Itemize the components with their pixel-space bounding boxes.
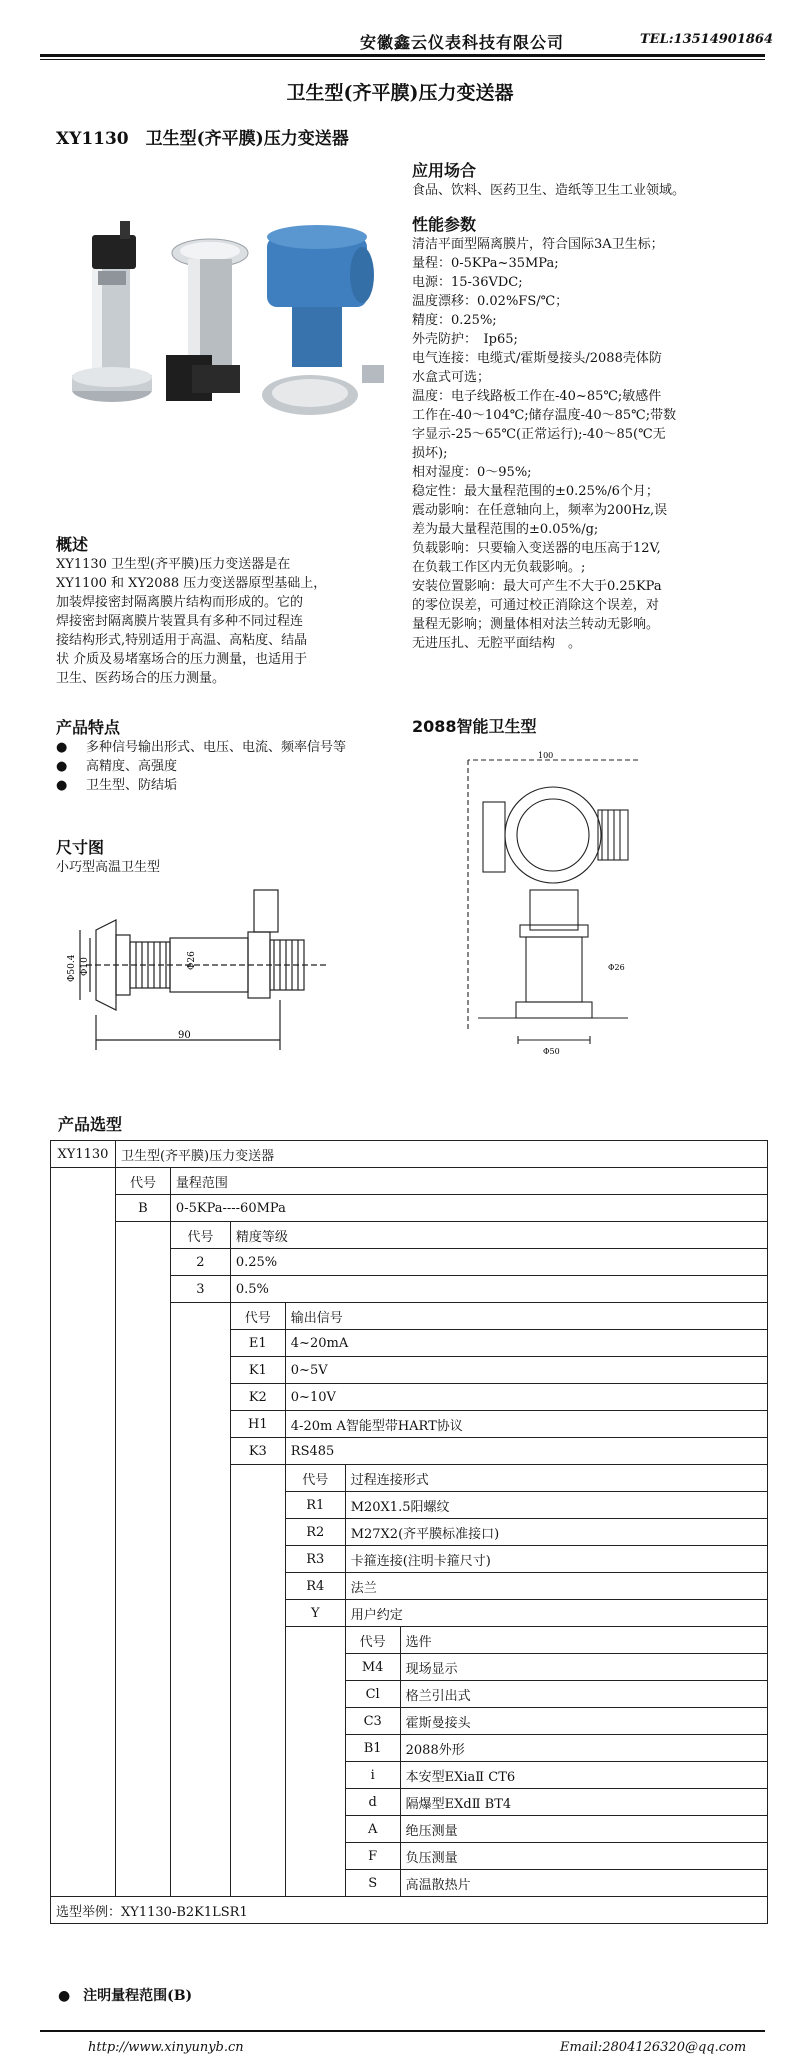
indent-cell (170, 1735, 230, 1762)
option-desc: 卡箍连接(注明卡箍尺寸) (345, 1546, 767, 1573)
feature-text: 高精度、高强度 (86, 759, 178, 774)
spec-line: 量程：0-5KPa~35MPa; (412, 256, 559, 271)
spec-line: 电源：15-36VDC; (412, 275, 523, 290)
feature-text: 卫生型、防结垢 (86, 778, 178, 793)
indent-cell (285, 1789, 345, 1816)
overview-text (56, 555, 401, 688)
indent-cell (170, 1627, 230, 1654)
smart-transmitter-image (262, 225, 384, 415)
table-row (51, 1411, 768, 1438)
indent-cell (51, 1708, 116, 1735)
indent-cell (51, 1816, 116, 1843)
spec-line: 精度：0.25%; (412, 313, 497, 328)
table-row (51, 1546, 768, 1573)
option-desc: 0~10V (285, 1384, 767, 1411)
indent-cell (115, 1276, 170, 1303)
indent-cell (285, 1735, 345, 1762)
indent-cell (115, 1222, 170, 1249)
indent-cell (170, 1384, 230, 1411)
table-row (51, 1735, 768, 1762)
option-desc: 0-5KPa----60MPa (170, 1195, 767, 1222)
indent-cell (51, 1789, 116, 1816)
indent-cell (115, 1573, 170, 1600)
bullet-icon: ● (56, 759, 68, 774)
group-title: 量程范围 (170, 1168, 767, 1195)
spec-line: 字显示-25～65℃(正常运行);-40～85(℃无 (412, 427, 666, 442)
features-heading: 产品特点 (56, 718, 121, 737)
indent-cell (115, 1303, 170, 1330)
feature-text: 多种信号输出形式、电压、电流、频率信号等 (86, 740, 347, 755)
table-row (51, 1465, 768, 1492)
group-title: 选件 (400, 1627, 767, 1654)
dim-body-diameter-label: Φ26 (187, 951, 197, 970)
selection-table (50, 1140, 768, 1924)
option-code: K3 (230, 1438, 285, 1465)
option-code: R3 (285, 1546, 345, 1573)
application-heading: 应用场合 (412, 161, 477, 180)
note-bullet: ● (58, 1988, 71, 2004)
table-row (51, 1762, 768, 1789)
dim-diameter-inner-label: Φ10 (80, 957, 90, 976)
indent-cell (230, 1681, 285, 1708)
table-row (51, 1708, 768, 1735)
indent-cell (115, 1465, 170, 1492)
indent-cell (51, 1357, 116, 1384)
spec-line: 损坏); (412, 446, 448, 461)
overview-line: 状 介质及易堵塞场合的压力测量，也适用于 (56, 652, 308, 667)
indent-cell (51, 1600, 116, 1627)
indent-cell (115, 1762, 170, 1789)
option-code: K2 (230, 1384, 285, 1411)
table-row (51, 1573, 768, 1600)
page-title: 卫生型(齐平膜)压力变送器 (286, 82, 514, 104)
indent-cell (51, 1681, 116, 1708)
table-row (51, 1222, 768, 1249)
spec-line: 相对湿度：0～95%; (412, 465, 532, 480)
features-list (56, 738, 401, 795)
indent-cell (170, 1870, 230, 1897)
indent-cell (170, 1330, 230, 1357)
indent-cell (170, 1465, 230, 1492)
indent-cell (115, 1816, 170, 1843)
table-row (51, 1195, 768, 1222)
indent-cell (51, 1546, 116, 1573)
smart-model-heading: 2088智能卫生型 (412, 717, 537, 736)
footer-rule (40, 2030, 765, 2032)
indent-cell (170, 1789, 230, 1816)
option-desc: 现场显示 (400, 1654, 767, 1681)
spec-line: 在负载工作区内无负载影响。; (412, 560, 586, 575)
indent-cell (285, 1627, 345, 1654)
indent-cell (230, 1492, 285, 1519)
indent-cell (230, 1600, 285, 1627)
indent-cell (51, 1843, 116, 1870)
product-subtitle: XY1130 卫生型(齐平膜)压力变送器 (56, 129, 349, 149)
group-title: 输出信号 (285, 1303, 767, 1330)
table-row (51, 1627, 768, 1654)
code-header: 代号 (170, 1222, 230, 1249)
table-row (51, 1600, 768, 1627)
table-row (51, 1870, 768, 1897)
dimension-drawing-2088 (458, 751, 698, 1060)
model-name: 卫生型(齐平膜)压力变送器 (115, 1141, 767, 1168)
indent-cell (115, 1438, 170, 1465)
indent-cell (285, 1708, 345, 1735)
dimensions-caption: 小巧型高温卫生型 (56, 860, 161, 875)
dim-length-label: 90 (178, 1030, 191, 1041)
indent-cell (170, 1519, 230, 1546)
indent-cell (115, 1789, 170, 1816)
spec-line: 稳定性：最大量程范围的±0.25%/6个月； (412, 484, 659, 499)
indent-cell (115, 1384, 170, 1411)
overview-section (56, 532, 401, 688)
indent-cell (285, 1843, 345, 1870)
option-desc: 绝压测量 (400, 1816, 767, 1843)
indent-cell (51, 1735, 116, 1762)
indent-cell (230, 1654, 285, 1681)
indent-cell (230, 1519, 285, 1546)
application-text: 食品、饮料、医药卫生、造纸等卫生工业领域。 (412, 183, 686, 198)
bullet-icon: ● (56, 778, 68, 793)
table-row (51, 1141, 768, 1168)
indent-cell (51, 1438, 116, 1465)
table-row (51, 1816, 768, 1843)
indent-cell (51, 1276, 116, 1303)
indent-cell (230, 1816, 285, 1843)
indent-cell (115, 1735, 170, 1762)
indent-cell (51, 1465, 116, 1492)
option-code: A (345, 1816, 400, 1843)
indent-cell (230, 1708, 285, 1735)
indent-cell (170, 1573, 230, 1600)
code-header: 代号 (230, 1303, 285, 1330)
option-code: E1 (230, 1330, 285, 1357)
spec-line: 清洁平面型隔离膜片，符合国际3A卫生标； (412, 237, 664, 252)
indent-cell (285, 1870, 345, 1897)
code-header: 代号 (345, 1627, 400, 1654)
option-desc: 法兰 (345, 1573, 767, 1600)
option-desc: 4~20mA (285, 1330, 767, 1357)
indent-cell (115, 1519, 170, 1546)
dimension-drawing-compact (66, 890, 406, 1075)
indent-cell (51, 1222, 116, 1249)
table-row (51, 1438, 768, 1465)
spec-line: 差为最大量程范围的±0.05%/g; (412, 522, 599, 537)
range-note (58, 1985, 192, 2005)
bullet-icon: ● (56, 740, 68, 755)
note-text: 注明量程范围(B) (83, 1988, 193, 2004)
indent-cell (170, 1411, 230, 1438)
overview-line: 卫生、医药场合的压力测量。 (56, 671, 226, 686)
indent-cell (230, 1762, 285, 1789)
overview-line: XY1100 和 XY2088 压力变送器原型基础上， (56, 576, 327, 591)
connector-transmitter-image (166, 239, 248, 401)
option-desc: RS485 (285, 1438, 767, 1465)
feature-item (56, 757, 401, 776)
indent-cell (230, 1870, 285, 1897)
spec-line: 震动影响：在任意轴向上，频率为200Hz,误 (412, 503, 668, 518)
table-row (51, 1654, 768, 1681)
overview-line: XY1130 卫生型(齐平膜)压力变送器是在 (56, 557, 291, 572)
spec-line: 温度漂移：0.02%FS/℃； (412, 294, 569, 309)
option-desc: M27X2(齐平膜标准接口) (345, 1519, 767, 1546)
option-code: R1 (285, 1492, 345, 1519)
dim-height-label: 100 (538, 751, 554, 760)
indent-cell (170, 1843, 230, 1870)
table-row (51, 1681, 768, 1708)
code-header: 代号 (115, 1168, 170, 1195)
option-code: B1 (345, 1735, 400, 1762)
table-row (51, 1519, 768, 1546)
indent-cell (230, 1843, 285, 1870)
option-code: F (345, 1843, 400, 1870)
indent-cell (170, 1681, 230, 1708)
option-desc: 0.25% (230, 1249, 767, 1276)
table-row (51, 1249, 768, 1276)
table-row (51, 1357, 768, 1384)
indent-cell (170, 1654, 230, 1681)
indent-cell (51, 1519, 116, 1546)
indent-cell (115, 1411, 170, 1438)
indent-cell (115, 1681, 170, 1708)
table-row (51, 1303, 768, 1330)
indent-cell (51, 1249, 116, 1276)
option-code: 2 (170, 1249, 230, 1276)
indent-cell (170, 1816, 230, 1843)
telephone: TEL:13514901864 (640, 32, 774, 47)
option-desc: 2088外形 (400, 1735, 767, 1762)
feature-item (56, 738, 401, 757)
indent-cell (230, 1627, 285, 1654)
option-code: M4 (345, 1654, 400, 1681)
option-code: B (115, 1195, 170, 1222)
option-desc: M20X1.5阳螺纹 (345, 1492, 767, 1519)
code-header: 代号 (285, 1465, 345, 1492)
option-desc: 霍斯曼接头 (400, 1708, 767, 1735)
selection-example: 选型举例：XY1130-B2K1LSR1 (51, 1897, 768, 1924)
overview-line: 接结构形式,特别适用于高温、高粘度、结晶 (56, 633, 308, 648)
option-desc: 高温散热片 (400, 1870, 767, 1897)
option-code: Cl (345, 1681, 400, 1708)
indent-cell (170, 1708, 230, 1735)
spec-line: 电气连接：电缆式/霍斯曼接头/2088壳体防 (412, 351, 662, 366)
spec-line: 外壳防护： Ip65; (412, 332, 518, 347)
option-code: K1 (230, 1357, 285, 1384)
indent-cell (115, 1870, 170, 1897)
dimensions-heading: 尺寸图 (56, 838, 105, 857)
option-desc: 隔爆型EXdⅡ BT4 (400, 1789, 767, 1816)
indent-cell (170, 1492, 230, 1519)
indent-cell (115, 1357, 170, 1384)
indent-cell (115, 1843, 170, 1870)
table-row (51, 1168, 768, 1195)
indent-cell (51, 1330, 116, 1357)
option-code: R2 (285, 1519, 345, 1546)
header-rule-thin (40, 59, 765, 60)
table-row (51, 1276, 768, 1303)
indent-cell (51, 1573, 116, 1600)
spec-line: 量程无影响；测量体相对法兰转动无影响。 (412, 617, 660, 632)
specs-list (412, 235, 772, 653)
option-code: H1 (230, 1411, 285, 1438)
header-rule (40, 54, 765, 57)
spec-line: 水盒式可选； (412, 370, 491, 385)
indent-cell (115, 1627, 170, 1654)
option-desc: 负压测量 (400, 1843, 767, 1870)
indent-cell (170, 1438, 230, 1465)
spec-line: 工作在-40～104℃;储存温度-40～85℃;带数 (412, 408, 677, 423)
indent-cell (115, 1600, 170, 1627)
indent-cell (170, 1303, 230, 1330)
indent-cell (115, 1654, 170, 1681)
dimensions-section (56, 835, 401, 877)
indent-cell (230, 1465, 285, 1492)
feature-item (56, 776, 401, 795)
company-name: 安徽鑫云仪表科技有限公司 (360, 33, 565, 52)
indent-cell (51, 1411, 116, 1438)
indent-cell (51, 1870, 116, 1897)
overview-heading: 概述 (56, 535, 89, 554)
indent-cell (115, 1249, 170, 1276)
indent-cell (285, 1654, 345, 1681)
indent-cell (51, 1195, 116, 1222)
indent-cell (170, 1600, 230, 1627)
indent-cell (115, 1546, 170, 1573)
indent-cell (230, 1789, 285, 1816)
specs-section (412, 212, 772, 653)
spec-line: 的零位误差，可通过校正消除这个误差，对 (412, 598, 660, 613)
spec-line: 安装位置影响：最大可产生不大于0.25KPa (412, 579, 662, 594)
table-row (51, 1789, 768, 1816)
dim-flange-label: Φ50 (543, 1047, 560, 1056)
option-code: i (345, 1762, 400, 1789)
application-section (412, 158, 772, 200)
group-title: 过程连接形式 (345, 1465, 767, 1492)
option-desc: 4-20m A智能型带HART协议 (285, 1411, 767, 1438)
indent-cell (115, 1330, 170, 1357)
option-desc: 用户约定 (345, 1600, 767, 1627)
table-row (51, 1492, 768, 1519)
option-code: d (345, 1789, 400, 1816)
option-code: S (345, 1870, 400, 1897)
model-code: XY1130 (51, 1141, 116, 1168)
dim-diameter-outer-label: Φ50.4 (67, 954, 77, 982)
indent-cell (51, 1762, 116, 1789)
selection-heading: 产品选型 (58, 1115, 123, 1134)
option-desc: 格兰引出式 (400, 1681, 767, 1708)
indent-cell (285, 1816, 345, 1843)
indent-cell (230, 1573, 285, 1600)
indent-cell (51, 1303, 116, 1330)
option-code: R4 (285, 1573, 345, 1600)
indent-cell (170, 1546, 230, 1573)
indent-cell (51, 1492, 116, 1519)
indent-cell (230, 1546, 285, 1573)
table-row (51, 1330, 768, 1357)
specs-heading: 性能参数 (412, 215, 477, 234)
indent-cell (51, 1654, 116, 1681)
email-link[interactable]: Email:2804126320@qq.com (560, 2040, 747, 2055)
option-code: C3 (345, 1708, 400, 1735)
indent-cell (51, 1627, 116, 1654)
indent-cell (115, 1708, 170, 1735)
spec-line: 温度：电子线路板工作在-40~85℃;敏感件 (412, 389, 662, 404)
table-row (51, 1843, 768, 1870)
indent-cell (51, 1384, 116, 1411)
indent-cell (170, 1357, 230, 1384)
product-photo (62, 215, 397, 430)
spec-line: 负载影响：只要输入变送器的电压高于12V, (412, 541, 661, 556)
option-desc: 本安型EXiaⅡ CT6 (400, 1762, 767, 1789)
dim-neck-label: Φ26 (608, 963, 625, 972)
spec-line: 无进压扎、无腔平面结构 。 (412, 636, 582, 651)
website-link[interactable]: http://www.xinyunyb.cn (88, 2040, 244, 2055)
indent-cell (115, 1492, 170, 1519)
indent-cell (51, 1168, 116, 1195)
indent-cell (230, 1735, 285, 1762)
cable-transmitter-image (72, 221, 152, 402)
group-title: 精度等级 (230, 1222, 767, 1249)
indent-cell (170, 1762, 230, 1789)
table-row (51, 1897, 768, 1924)
indent-cell (285, 1681, 345, 1708)
overview-line: 焊接密封隔离膜片装置具有多种不同过程连 (56, 614, 304, 629)
features-section (56, 715, 401, 795)
option-code: Y (285, 1600, 345, 1627)
overview-line: 加装焊接密封隔离膜片结构而形成的。它的 (56, 595, 304, 610)
option-desc: 0~5V (285, 1357, 767, 1384)
option-code: 3 (170, 1276, 230, 1303)
table-row (51, 1384, 768, 1411)
indent-cell (285, 1762, 345, 1789)
option-desc: 0.5% (230, 1276, 767, 1303)
